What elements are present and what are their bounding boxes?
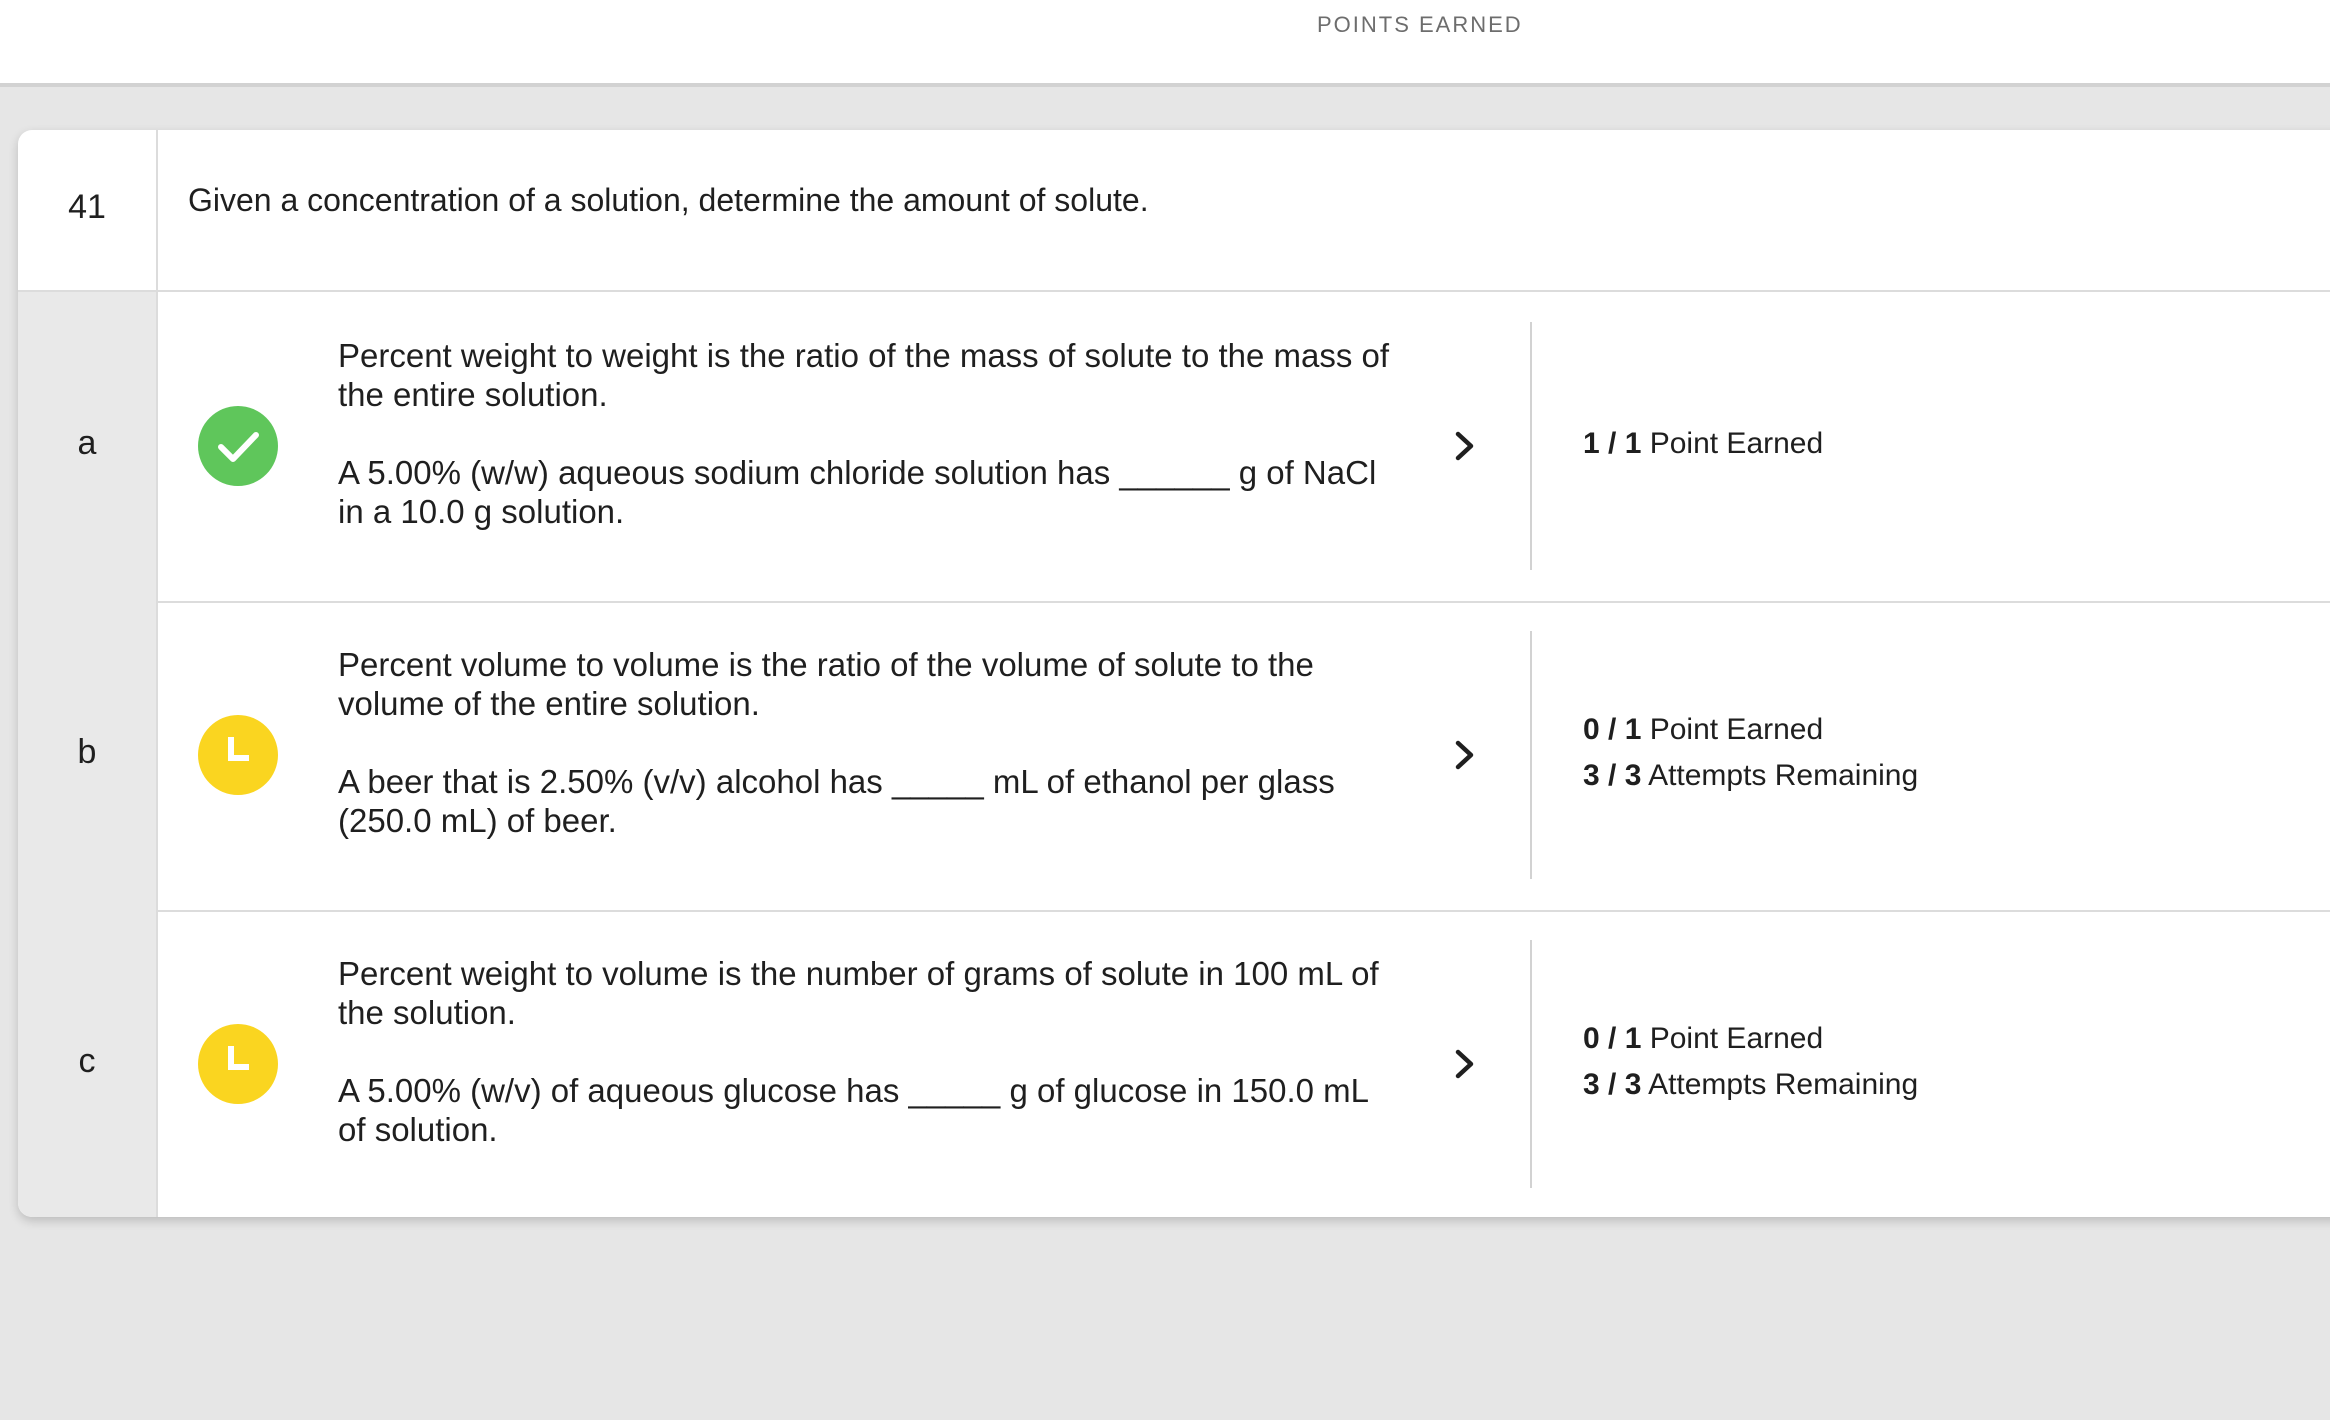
question-number: 41: [68, 188, 106, 226]
divider: [1530, 322, 1532, 570]
chevron-right-icon[interactable]: [1450, 426, 1480, 466]
attempts-fraction: 3 / 3: [1583, 759, 1642, 792]
divider: [1530, 631, 1532, 879]
question-part-a[interactable]: [18, 292, 2330, 603]
part-question: A beer that is 2.50% (v/v) alcohol has _____ mL of ethanol per glass (250.0 mL) of beer.: [338, 763, 1335, 839]
question-card: [18, 130, 2330, 1217]
part-description: Percent weight to volume is the number of grams of solute in 100 mL of the solution.: [338, 955, 1379, 1031]
attempts-remaining: [1583, 1062, 1918, 1108]
part-label-cell: [18, 292, 158, 601]
part-label: c: [78, 1042, 96, 1080]
top-bar: [0, 0, 2330, 87]
chevron-right-icon[interactable]: [1450, 735, 1480, 775]
attempts-fraction: 3 / 3: [1583, 1068, 1642, 1101]
question-header: [18, 130, 2330, 292]
part-question: A 5.00% (w/w) aqueous sodium chloride solution has ______ g of NaCl in a 10.0 g solution.: [338, 454, 1377, 530]
points-label: Point Earned: [1649, 427, 1824, 460]
part-prompt: [338, 954, 1398, 1149]
part-prompt: [338, 645, 1398, 840]
question-title: Given a concentration of a solution, determine the amount of solute.: [188, 182, 1149, 218]
part-question: A 5.00% (w/v) of aqueous glucose has _____ g of glucose in 150.0 mL of solution.: [338, 1072, 1368, 1148]
points-earned: [1583, 1016, 1918, 1062]
part-label: b: [77, 733, 97, 771]
part-label: a: [77, 424, 97, 462]
points-fraction: 0 / 1: [1583, 1022, 1642, 1055]
question-part-c[interactable]: [18, 910, 2330, 1217]
points-earned-header: POINTS EARNED: [1317, 12, 1523, 37]
clock-icon: [198, 1024, 278, 1104]
attempts-label: Attempts Remaining: [1648, 1068, 1919, 1101]
part-description: Percent volume to volume is the ratio of the volume of solute to the volume of the entire solution.: [338, 646, 1314, 722]
attempts-label: Attempts Remaining: [1648, 759, 1919, 792]
points-fraction: 0 / 1: [1583, 713, 1642, 746]
question-part-b[interactable]: [18, 601, 2330, 912]
part-label-cell: [18, 910, 158, 1217]
clock-icon: [198, 715, 278, 795]
points-earned: [1583, 707, 1918, 753]
attempts-remaining: [1583, 753, 1918, 799]
part-prompt: [338, 336, 1398, 531]
question-number-cell: [18, 130, 158, 290]
chevron-right-icon[interactable]: [1450, 1044, 1480, 1084]
points-earned: [1583, 421, 1823, 467]
divider: [1530, 940, 1532, 1188]
part-description: Percent weight to weight is the ratio of the mass of solute to the mass of the entire solution.: [338, 337, 1390, 413]
points-label: Point Earned: [1649, 713, 1824, 746]
part-label-cell: [18, 601, 158, 910]
points-fraction: 1 / 1: [1583, 427, 1642, 460]
score-summary: [1583, 1016, 1918, 1108]
points-label: Point Earned: [1649, 1022, 1824, 1055]
score-summary: [1583, 707, 1918, 799]
checkmark-icon: [198, 406, 278, 486]
